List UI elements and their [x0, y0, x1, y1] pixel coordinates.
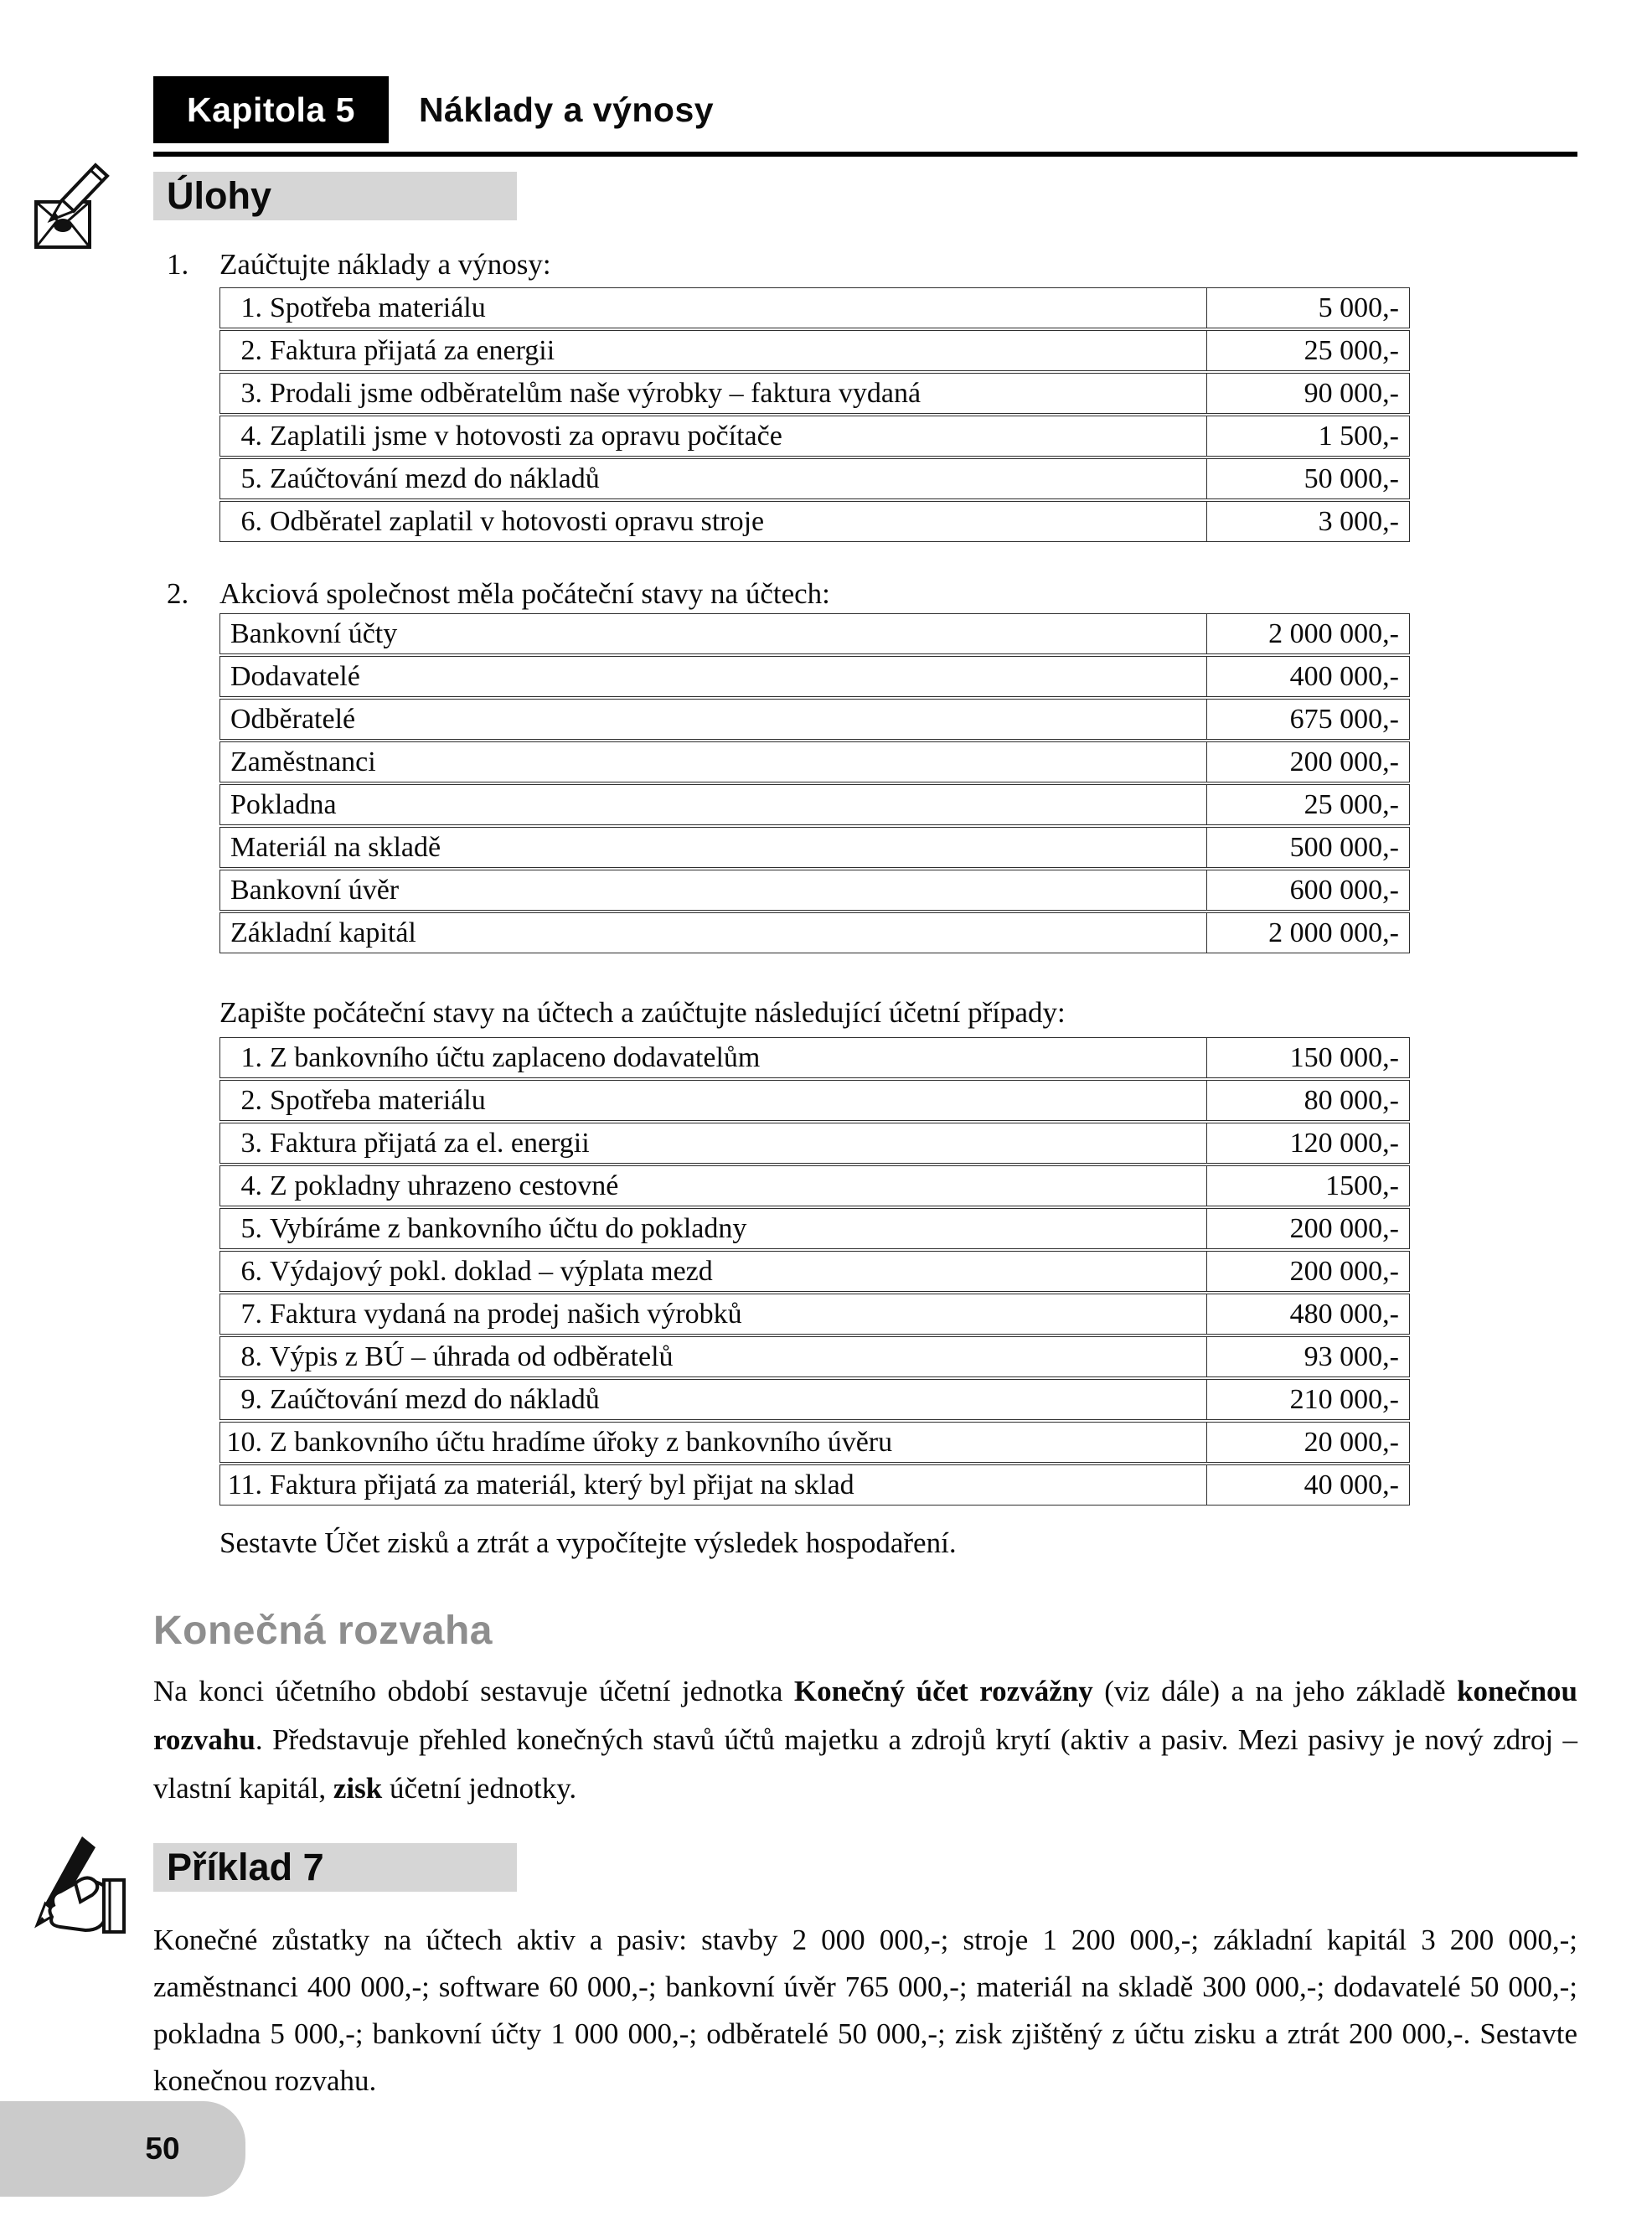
row-amount: 20 000,-	[1206, 1423, 1409, 1462]
row-text: Bankovní úvěr	[230, 874, 400, 906]
section-heading-konecna-rozvaha: Konečná rozvaha	[153, 1609, 493, 1653]
paragraph-bold: Konečný účet rozvážny	[793, 1675, 1093, 1707]
row-amount: 3 000,-	[1206, 502, 1409, 541]
table-row	[219, 1037, 1410, 1078]
task1-intro: Zaúčtujte náklady a výnosy:	[219, 248, 551, 281]
row-amount: 25 000,-	[1206, 331, 1409, 370]
row-text: Odběratelé	[230, 703, 356, 735]
table-row	[219, 656, 1410, 697]
row-text: Odběratel zaplatil v hotovosti opravu stroje	[270, 505, 765, 537]
task2-intro: Akciová společnost měla počáteční stavy na účtech:	[219, 577, 830, 610]
table-row	[219, 287, 1410, 328]
table-row	[219, 416, 1410, 457]
row-text: Zaúčtování mezd do nákladů	[270, 462, 600, 494]
row-label	[220, 1465, 1206, 1505]
priklad7-paragraph: Konečné zůstatky na účtech aktiv a pasiv: stavby 2 000 000,-; stroje 1 200 000,-; základní kapitál 3 200 000,-; zaměstnanci 400 000,-; software 60 000,-; bankovní úvěr 765 000,-; materiál na skladě 300 000,-; dodavatelé 50 000,-; pokladna 5 000,-; bankovní účty 1 000 000,-; odběratelé 50 000,-; zisk zjištěný z účtu zisku a ztrát 200 000,-. Sestavte konečnou rozvahu.	[153, 1924, 1577, 2097]
task2-outro-instruction: Sestavte Účet zisků a ztrát a vypočítejte výsledek hospodaření.	[219, 1526, 957, 1559]
konecna-rozvaha-paragraph	[153, 1667, 1577, 1813]
row-text: Faktura přijatá za materiál, který byl přijat na sklad	[270, 1469, 854, 1500]
row-label	[220, 1123, 1206, 1163]
row-number: 2.	[240, 334, 262, 366]
row-amount: 120 000,-	[1206, 1123, 1409, 1163]
row-label	[220, 374, 1206, 413]
row-number: 3.	[240, 377, 262, 409]
table-row	[219, 613, 1410, 654]
row-text: Z bankovního účtu hradíme úřoky z bankovního úvěru	[270, 1426, 893, 1458]
row-text: Zaúčtování mezd do nákladů	[270, 1383, 600, 1415]
table-row	[219, 1123, 1410, 1164]
page-number: 50	[145, 2131, 180, 2166]
row-number: 6.	[240, 505, 262, 537]
row-label	[220, 870, 1206, 910]
paragraph-bold: konečnou rozvahu	[153, 1675, 1577, 1756]
row-text: Vybíráme z bankovního účtu do pokladny	[270, 1212, 747, 1244]
row-label	[220, 1252, 1206, 1291]
row-text: Zaplatili jsme v hotovosti za opravu počítače	[270, 420, 782, 452]
row-text: Základní kapitál	[230, 917, 416, 948]
section-heading-ulohy: Úlohy	[153, 172, 517, 220]
row-number: 11.	[227, 1469, 262, 1500]
table-row	[219, 827, 1410, 868]
row-label	[220, 742, 1206, 782]
row-label	[220, 1209, 1206, 1248]
row-number: 8.	[240, 1340, 262, 1372]
table-row	[219, 501, 1410, 542]
row-label	[220, 1166, 1206, 1206]
task1-item	[153, 245, 1577, 284]
row-label	[220, 1337, 1206, 1376]
row-number: 7.	[240, 1298, 262, 1330]
row-label	[220, 614, 1206, 653]
task2-middle-instruction: Zapište počáteční stavy na účtech a zaúčtujte následující účetní případy:	[219, 996, 1066, 1029]
task2-initial-balances-table	[219, 613, 1410, 953]
row-number: 1.	[240, 292, 262, 323]
row-label	[220, 657, 1206, 696]
row-label	[220, 1038, 1206, 1077]
table-row	[219, 1251, 1410, 1292]
row-text: Faktura přijatá za energii	[270, 334, 555, 366]
task1-number: 1.	[167, 248, 189, 281]
table-row	[219, 1464, 1410, 1506]
table-row	[219, 1422, 1410, 1463]
envelope-pencil-icon	[34, 162, 119, 252]
row-label	[220, 913, 1206, 953]
row-text: Výdajový pokl. doklad – výplata mezd	[270, 1255, 713, 1287]
row-label	[220, 416, 1206, 456]
row-number: 5.	[240, 462, 262, 494]
task2-number: 2.	[167, 577, 189, 610]
paragraph-text: Na konci účetního období sestavuje účetní jednotka	[153, 1675, 794, 1707]
row-label	[220, 288, 1206, 328]
row-number: 1.	[240, 1041, 262, 1073]
row-amount: 675 000,-	[1206, 700, 1409, 739]
row-text: Faktura přijatá za el. energii	[270, 1127, 590, 1159]
row-number: 5.	[240, 1212, 262, 1244]
paragraph-text: (viz dále) a na jeho základě	[1092, 1675, 1458, 1707]
row-text: Spotřeba materiálu	[270, 1084, 486, 1116]
table-row	[219, 699, 1410, 740]
row-amount: 600 000,-	[1206, 870, 1409, 910]
page-content	[153, 76, 1577, 2105]
row-label	[220, 828, 1206, 867]
row-number: 2.	[240, 1084, 262, 1116]
row-amount: 90 000,-	[1206, 374, 1409, 413]
row-amount: 210 000,-	[1206, 1380, 1409, 1419]
row-label	[220, 331, 1206, 370]
row-label	[220, 1294, 1206, 1334]
chapter-label: Kapitola 5	[153, 76, 389, 143]
row-number: 4.	[240, 420, 262, 452]
chapter-header	[153, 76, 1577, 143]
row-amount: 80 000,-	[1206, 1081, 1409, 1120]
row-text: Z pokladny uhrazeno cestovné	[270, 1170, 619, 1201]
row-amount: 2 000 000,-	[1206, 913, 1409, 953]
table-row	[219, 330, 1410, 371]
table-row	[219, 784, 1410, 825]
row-number: 9.	[240, 1383, 262, 1415]
row-amount: 500 000,-	[1206, 828, 1409, 867]
table-row	[219, 458, 1410, 499]
row-amount: 2 000 000,-	[1206, 614, 1409, 653]
row-amount: 93 000,-	[1206, 1337, 1409, 1376]
row-amount: 25 000,-	[1206, 785, 1409, 824]
row-amount: 400 000,-	[1206, 657, 1409, 696]
row-label	[220, 502, 1206, 541]
row-text: Zaměstnanci	[230, 746, 376, 777]
row-number: 6.	[240, 1255, 262, 1287]
table-row	[219, 870, 1410, 911]
row-number: 3.	[240, 1127, 262, 1159]
row-amount: 1500,-	[1206, 1166, 1409, 1206]
paragraph-bold: zisk	[333, 1772, 383, 1805]
row-text: Prodali jsme odběratelům naše výrobky – faktura vydaná	[270, 377, 922, 409]
row-amount: 40 000,-	[1206, 1465, 1409, 1505]
row-text: Z bankovního účtu zaplaceno dodavatelům	[270, 1041, 761, 1073]
table-row	[219, 912, 1410, 953]
paragraph-text: účetní jednotky.	[382, 1772, 577, 1805]
row-amount: 480 000,-	[1206, 1294, 1409, 1334]
table-row	[219, 1336, 1410, 1377]
row-label	[220, 1081, 1206, 1120]
row-text: Bankovní účty	[230, 617, 398, 649]
table-row	[219, 1165, 1410, 1206]
task2-item	[153, 575, 1577, 613]
row-number: 10.	[226, 1426, 262, 1458]
row-label	[220, 785, 1206, 824]
paragraph-text: . Představuje přehled konečných stavů účtů majetku a zdrojů krytí (aktiv a pasiv. Mezi pasivy je nový zdroj – vlastní kapitál,	[153, 1723, 1577, 1805]
chapter-title: Náklady a výnosy	[418, 90, 715, 129]
row-text: Faktura vydaná na prodej našich výrobků	[270, 1298, 742, 1330]
row-text: Materiál na skladě	[230, 831, 441, 863]
page-number-tab	[0, 2101, 245, 2197]
section-heading-priklad-7: Příklad 7	[153, 1843, 517, 1892]
row-text: Pokladna	[230, 788, 337, 820]
row-amount: 5 000,-	[1206, 288, 1409, 328]
row-amount: 1 500,-	[1206, 416, 1409, 456]
row-number: 4.	[240, 1170, 262, 1201]
task1-table	[219, 287, 1410, 542]
table-row	[219, 1208, 1410, 1249]
header-rule	[153, 152, 1577, 157]
table-row	[219, 1379, 1410, 1420]
table-row	[219, 373, 1410, 414]
table-row	[219, 741, 1410, 782]
row-label	[220, 1380, 1206, 1419]
row-text: Spotřeba materiálu	[270, 292, 486, 323]
hand-pen-icon	[32, 1836, 128, 1939]
task2-cases-table	[219, 1037, 1410, 1506]
row-amount: 150 000,-	[1206, 1038, 1409, 1077]
row-label	[220, 459, 1206, 498]
row-amount: 50 000,-	[1206, 459, 1409, 498]
row-amount: 200 000,-	[1206, 1209, 1409, 1248]
row-amount: 200 000,-	[1206, 1252, 1409, 1291]
row-text: Výpis z BÚ – úhrada od odběratelů	[270, 1340, 674, 1372]
row-label	[220, 700, 1206, 739]
row-text: Dodavatelé	[230, 660, 360, 692]
row-label	[220, 1423, 1206, 1462]
table-row	[219, 1080, 1410, 1121]
row-amount: 200 000,-	[1206, 742, 1409, 782]
table-row	[219, 1294, 1410, 1335]
